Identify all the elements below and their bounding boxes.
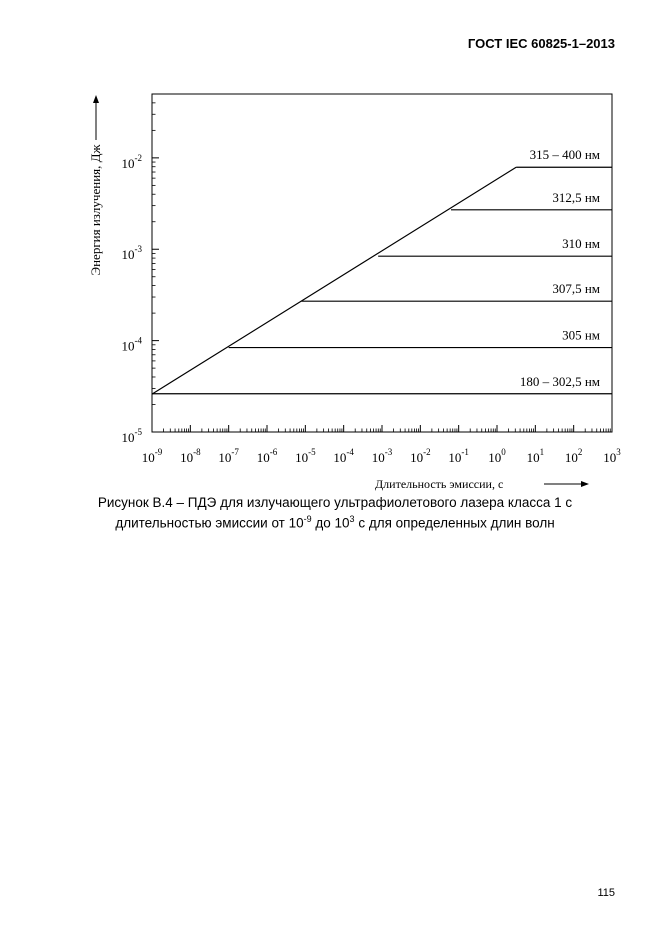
series-label: 305 нм bbox=[562, 327, 600, 343]
x-tick-label: $10^{-4}$ bbox=[333, 447, 354, 465]
y-axis-arrow-head bbox=[93, 95, 99, 103]
page-number: 115 bbox=[597, 887, 615, 899]
caption-superscript-1: -9 bbox=[303, 514, 312, 524]
x-tick-label: $10^{-2}$ bbox=[410, 447, 431, 465]
x-tick-label: $10^{-5}$ bbox=[295, 447, 316, 465]
x-tick-label: $10^3$ bbox=[603, 447, 621, 465]
x-axis-arrow-head bbox=[581, 481, 589, 487]
document-header: ГОСТ IEC 60825-1–2013 bbox=[467, 36, 615, 51]
caption-superscript-2: 3 bbox=[349, 514, 355, 524]
x-tick-label: $10^2$ bbox=[564, 447, 583, 465]
caption-text-b: до 10 bbox=[311, 515, 350, 531]
x-axis-title: Длительность эмиссии, с bbox=[375, 477, 504, 491]
y-tick-label: $10^{-2}$ bbox=[121, 152, 142, 171]
x-tick-label: $10^{-6}$ bbox=[256, 447, 278, 465]
x-tick-label: $10^{-8}$ bbox=[180, 447, 201, 465]
caption-text-a: длительностью эмиссии от 10 bbox=[115, 515, 304, 531]
caption-line-2 bbox=[40, 511, 630, 532]
y-tick-label: $10^{-4}$ bbox=[121, 335, 142, 354]
x-tick-label: $10^0$ bbox=[488, 447, 506, 465]
series-label: 310 нм bbox=[562, 236, 600, 252]
caption-line-1: Рисунок В.4 – ПДЭ для излучающего ультрафиолетового лазера класса 1 с bbox=[97, 495, 573, 510]
x-tick-label: $10^{-1}$ bbox=[448, 447, 469, 465]
y-axis-title: Энергия излучения, Дж bbox=[88, 144, 103, 276]
x-tick-label: $10^1$ bbox=[526, 447, 545, 465]
figure-caption bbox=[40, 494, 630, 532]
x-tick-label: $10^{-3}$ bbox=[371, 447, 393, 465]
x-tick-label: $10^{-7}$ bbox=[218, 447, 239, 465]
limit-diagonal-line bbox=[152, 167, 516, 394]
series-label: 180 – 302,5 нм bbox=[519, 373, 600, 389]
series-label: 312,5 нм bbox=[552, 189, 600, 205]
series-label: 307,5 нм bbox=[552, 281, 600, 297]
series-label: 315 – 400 нм bbox=[529, 147, 600, 163]
y-tick-label: $10^{-3}$ bbox=[121, 244, 142, 263]
caption-text-c: с для определенных длин волн bbox=[354, 515, 555, 531]
x-tick-label: $10^{-9}$ bbox=[141, 447, 163, 465]
y-tick-label: $10^{-5}$ bbox=[121, 427, 142, 445]
